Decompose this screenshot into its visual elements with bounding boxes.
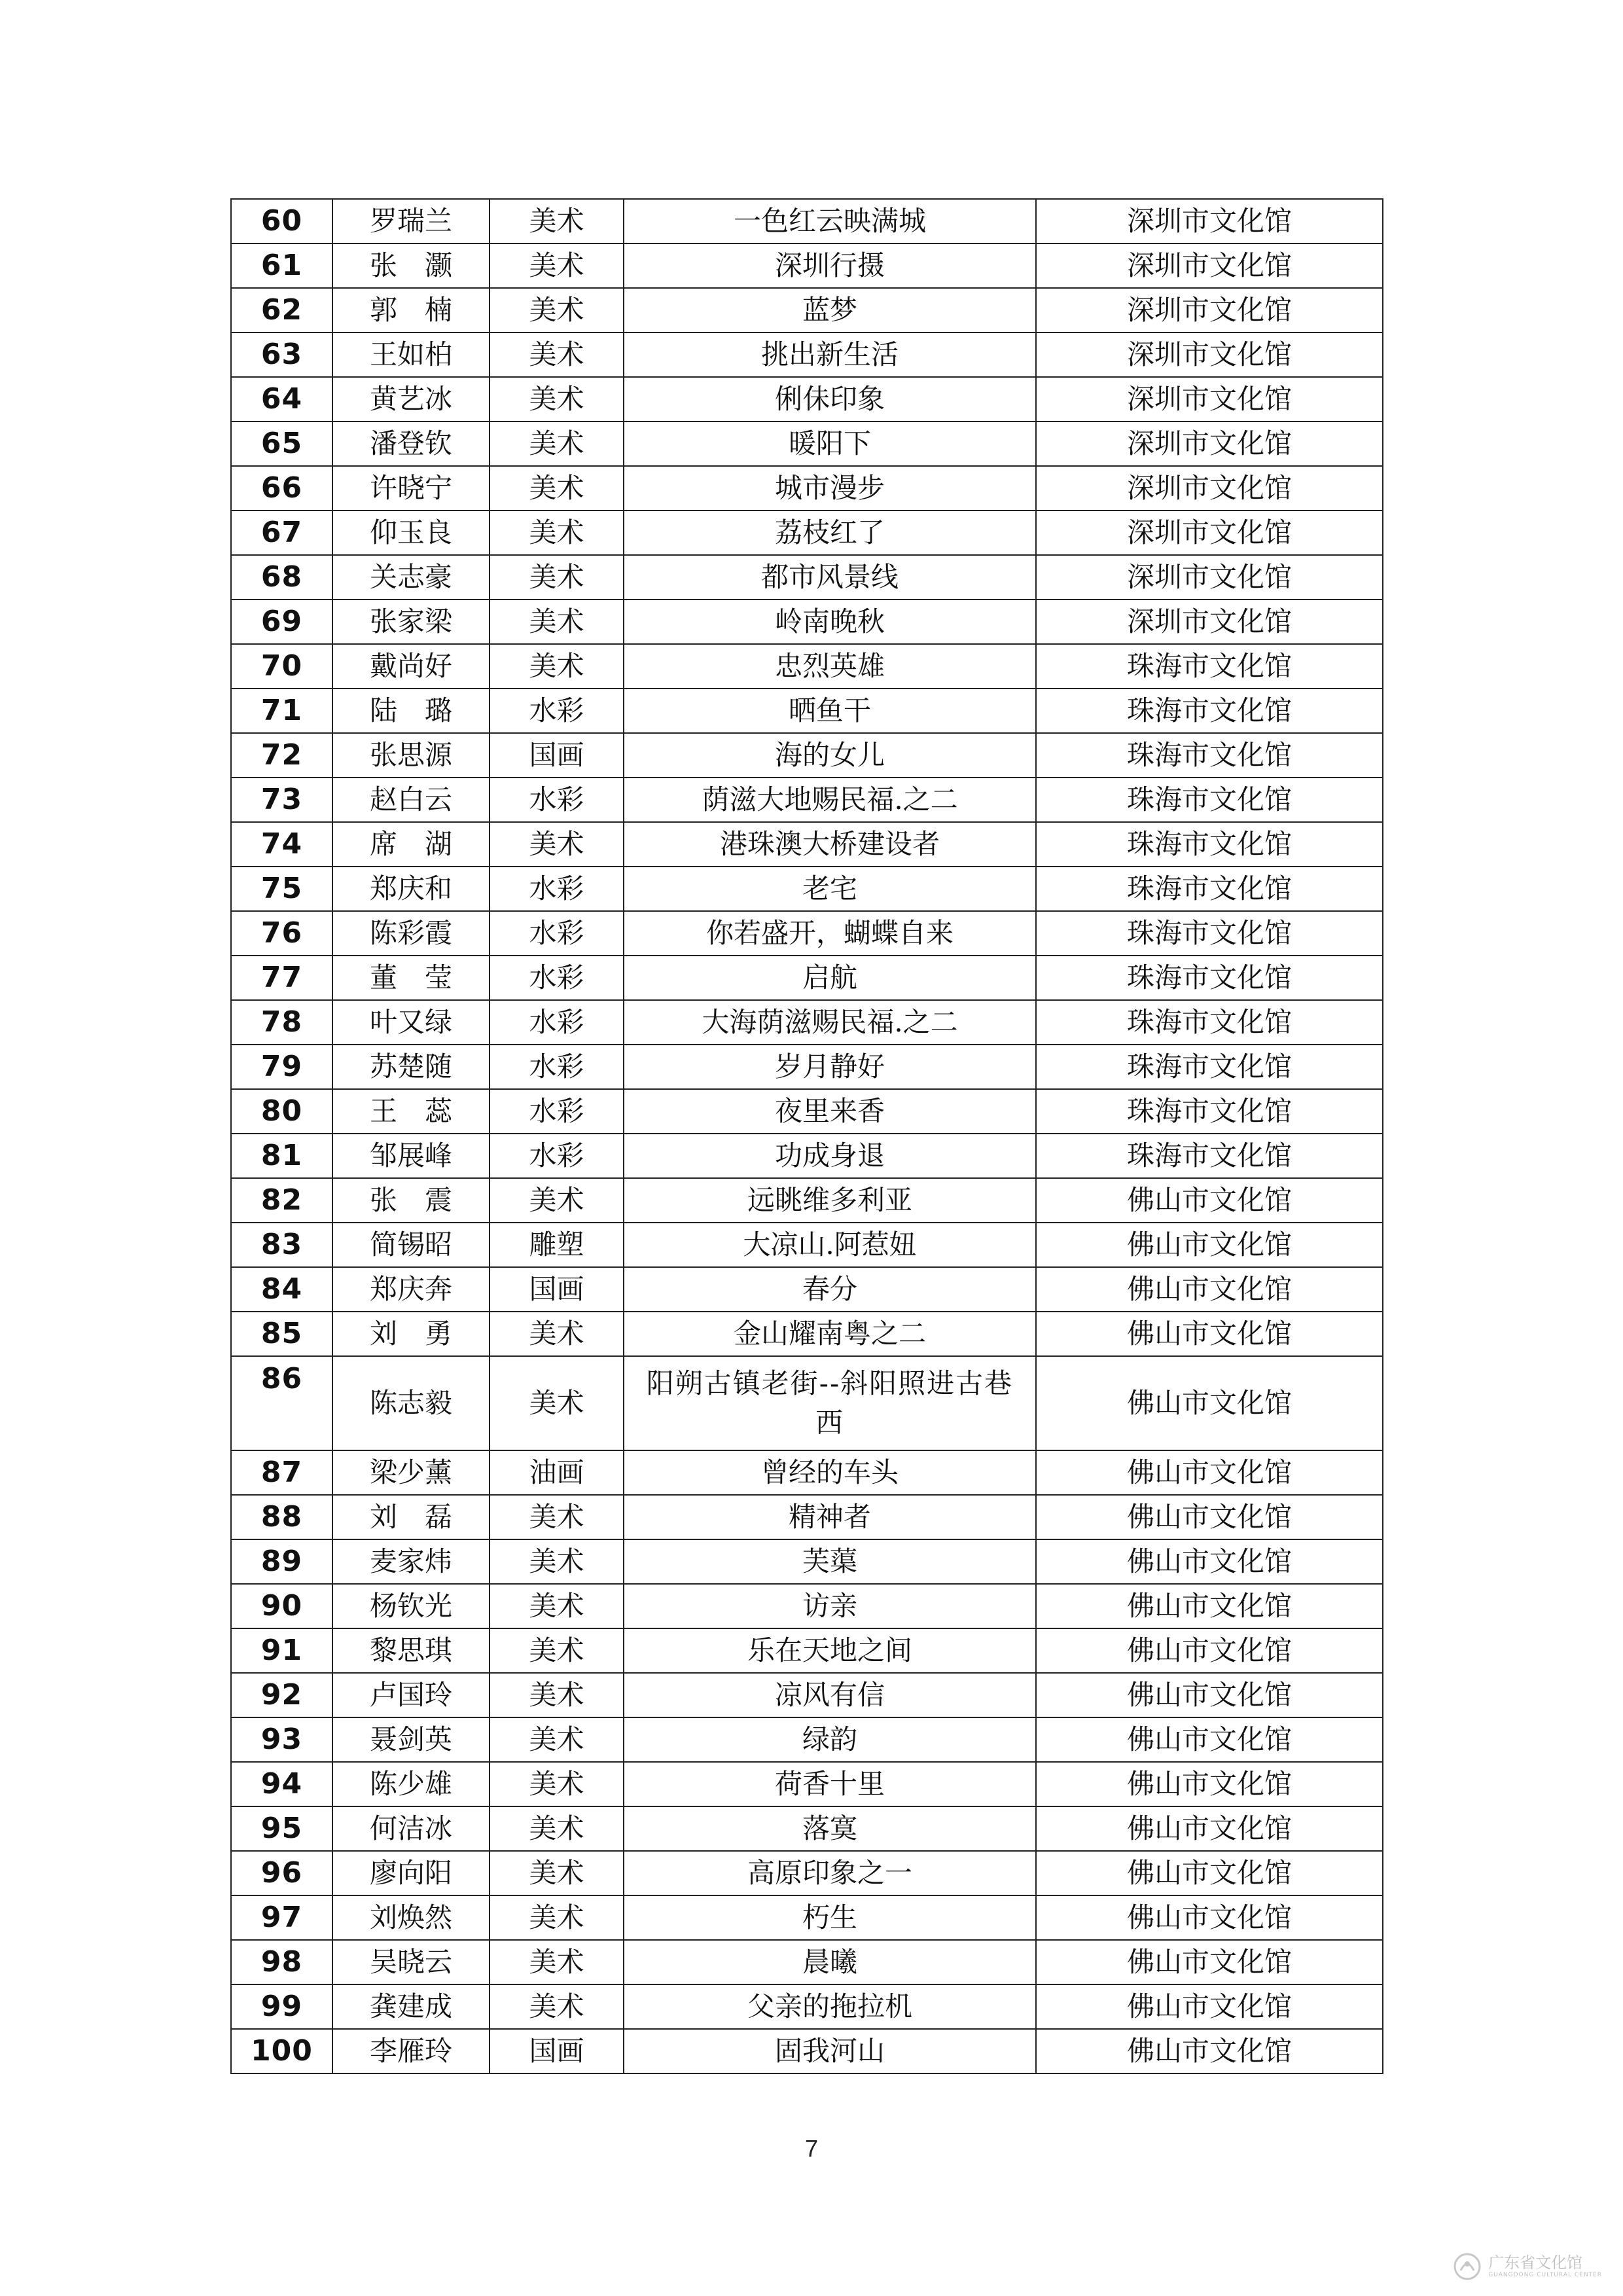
table-row	[231, 288, 1383, 332]
cell-category: 美术	[490, 1895, 624, 1940]
cell-number: 78	[231, 1000, 332, 1045]
cell-name: 陆 璐	[332, 689, 490, 733]
cell-category: 美术	[490, 1984, 624, 2029]
cell-work-title: 春分	[624, 1267, 1036, 1312]
cell-organization: 珠海市文化馆	[1036, 733, 1383, 778]
cell-work-title: 岭南晚秋	[624, 600, 1036, 644]
cell-category: 美术	[490, 1356, 624, 1450]
cell-number: 72	[231, 733, 332, 778]
cultural-center-logo-icon	[1453, 2252, 1482, 2281]
table-row	[231, 1134, 1383, 1178]
table-row	[231, 1356, 1383, 1450]
cell-number: 88	[231, 1495, 332, 1539]
cell-organization: 佛山市文化馆	[1036, 1539, 1383, 1584]
cell-work-title: 绿韵	[624, 1717, 1036, 1762]
table-row	[231, 377, 1383, 422]
cell-organization: 佛山市文化馆	[1036, 1628, 1383, 1673]
cell-organization: 深圳市文化馆	[1036, 377, 1383, 422]
cell-organization: 深圳市文化馆	[1036, 466, 1383, 511]
cell-number: 91	[231, 1628, 332, 1673]
cell-category: 水彩	[490, 1089, 624, 1134]
table-row	[231, 1178, 1383, 1223]
cell-category: 国画	[490, 2029, 624, 2073]
cell-number: 92	[231, 1673, 332, 1717]
table-row	[231, 1762, 1383, 1806]
cell-number: 77	[231, 956, 332, 1000]
cell-name: 罗瑞兰	[332, 199, 490, 243]
cell-organization: 珠海市文化馆	[1036, 822, 1383, 867]
cell-number: 67	[231, 511, 332, 555]
cell-organization: 佛山市文化馆	[1036, 1895, 1383, 1940]
cell-name: 苏楚随	[332, 1045, 490, 1089]
cell-name: 张家梁	[332, 600, 490, 644]
cell-organization: 佛山市文化馆	[1036, 1267, 1383, 1312]
cell-organization: 珠海市文化馆	[1036, 644, 1383, 689]
table-row	[231, 555, 1383, 600]
table-row	[231, 1673, 1383, 1717]
cell-work-title: 落寞	[624, 1806, 1036, 1851]
cell-number: 87	[231, 1450, 332, 1495]
table-row	[231, 644, 1383, 689]
cell-category: 美术	[490, 644, 624, 689]
cell-work-title: 港珠澳大桥建设者	[624, 822, 1036, 867]
cell-name: 仰玉良	[332, 511, 490, 555]
cell-number: 100	[231, 2029, 332, 2073]
table-row	[231, 332, 1383, 377]
cell-category: 美术	[490, 1717, 624, 1762]
cell-category: 美术	[490, 1628, 624, 1673]
cell-name: 黎思琪	[332, 1628, 490, 1673]
cell-number: 94	[231, 1762, 332, 1806]
cell-category: 水彩	[490, 689, 624, 733]
cell-number: 60	[231, 199, 332, 243]
cell-category: 水彩	[490, 1045, 624, 1089]
table-row	[231, 1000, 1383, 1045]
cell-number: 74	[231, 822, 332, 867]
cell-category: 美术	[490, 1673, 624, 1717]
cell-category: 美术	[490, 1178, 624, 1223]
cell-number: 89	[231, 1539, 332, 1584]
cell-number: 84	[231, 1267, 332, 1312]
table-row	[231, 1895, 1383, 1940]
cell-category: 美术	[490, 1539, 624, 1584]
cell-number: 93	[231, 1717, 332, 1762]
watermark-text	[1488, 2255, 1602, 2278]
cell-category: 美术	[490, 243, 624, 288]
cell-name: 张思源	[332, 733, 490, 778]
cell-work-title: 大凉山.阿惹妞	[624, 1223, 1036, 1267]
cell-work-title: 暖阳下	[624, 422, 1036, 466]
cell-organization: 佛山市文化馆	[1036, 1673, 1383, 1717]
table-row	[231, 600, 1383, 644]
cell-category: 国画	[490, 733, 624, 778]
table-row	[231, 199, 1383, 243]
cell-work-title: 精神者	[624, 1495, 1036, 1539]
cell-work-title: 海的女儿	[624, 733, 1036, 778]
cell-work-title: 挑出新生活	[624, 332, 1036, 377]
cell-number: 79	[231, 1045, 332, 1089]
cell-work-title: 固我河山	[624, 2029, 1036, 2073]
cell-category: 水彩	[490, 1000, 624, 1045]
cell-number: 95	[231, 1806, 332, 1851]
table-row	[231, 733, 1383, 778]
cell-name: 龚建成	[332, 1984, 490, 2029]
cell-name: 刘 勇	[332, 1312, 490, 1356]
cell-category: 美术	[490, 466, 624, 511]
cell-organization: 佛山市文化馆	[1036, 1717, 1383, 1762]
cell-number: 73	[231, 778, 332, 822]
cell-work-title: 金山耀南粤之二	[624, 1312, 1036, 1356]
cell-number: 68	[231, 555, 332, 600]
cell-organization: 佛山市文化馆	[1036, 1940, 1383, 1984]
cell-organization: 深圳市文化馆	[1036, 422, 1383, 466]
cell-organization: 珠海市文化馆	[1036, 956, 1383, 1000]
table-row	[231, 778, 1383, 822]
cell-work-title: 夜里来香	[624, 1089, 1036, 1134]
cell-organization: 珠海市文化馆	[1036, 1045, 1383, 1089]
cell-work-title: 乐在天地之间	[624, 1628, 1036, 1673]
cell-work-title: 曾经的车头	[624, 1450, 1036, 1495]
cell-organization: 佛山市文化馆	[1036, 1312, 1383, 1356]
cell-category: 美术	[490, 1940, 624, 1984]
cell-name: 陈志毅	[332, 1356, 490, 1450]
cell-work-title: 荫滋大地赐民福.之二	[624, 778, 1036, 822]
cell-category: 美术	[490, 1495, 624, 1539]
cell-name: 王 蕊	[332, 1089, 490, 1134]
cell-work-title: 芙蕖	[624, 1539, 1036, 1584]
table-row	[231, 867, 1383, 911]
cell-number: 75	[231, 867, 332, 911]
cell-organization: 深圳市文化馆	[1036, 600, 1383, 644]
table-row	[231, 1940, 1383, 1984]
cell-number: 62	[231, 288, 332, 332]
cell-category: 美术	[490, 555, 624, 600]
table-row	[231, 466, 1383, 511]
cell-work-title: 朽生	[624, 1895, 1036, 1940]
cell-name: 戴尚好	[332, 644, 490, 689]
cell-work-title: 大海荫滋赐民福.之二	[624, 1000, 1036, 1045]
cell-category: 美术	[490, 1851, 624, 1895]
table-row	[231, 1851, 1383, 1895]
cell-organization: 佛山市文化馆	[1036, 1806, 1383, 1851]
cell-category: 美术	[490, 422, 624, 466]
cell-name: 王如柏	[332, 332, 490, 377]
cell-name: 张 灏	[332, 243, 490, 288]
cell-work-title: 功成身退	[624, 1134, 1036, 1178]
cell-name: 吴晓云	[332, 1940, 490, 1984]
cell-name: 郭 楠	[332, 288, 490, 332]
cell-organization: 深圳市文化馆	[1036, 288, 1383, 332]
cell-organization: 深圳市文化馆	[1036, 243, 1383, 288]
cell-work-title: 老宅	[624, 867, 1036, 911]
cell-category: 雕塑	[490, 1223, 624, 1267]
cell-number: 86	[231, 1356, 332, 1450]
cell-category: 美术	[490, 822, 624, 867]
cell-name: 许晓宁	[332, 466, 490, 511]
cell-name: 卢国玲	[332, 1673, 490, 1717]
cell-category: 国画	[490, 1267, 624, 1312]
cell-number: 82	[231, 1178, 332, 1223]
cell-category: 美术	[490, 288, 624, 332]
cell-name: 刘 磊	[332, 1495, 490, 1539]
cell-category: 美术	[490, 1584, 624, 1628]
cell-name: 叶又绿	[332, 1000, 490, 1045]
roster-table	[230, 198, 1383, 2074]
table-row	[231, 1584, 1383, 1628]
cell-work-title: 都市风景线	[624, 555, 1036, 600]
table-row	[231, 1717, 1383, 1762]
cell-category: 水彩	[490, 956, 624, 1000]
cell-organization: 深圳市文化馆	[1036, 199, 1383, 243]
table-row	[231, 1223, 1383, 1267]
cell-number: 98	[231, 1940, 332, 1984]
watermark	[1453, 2250, 1602, 2283]
cell-number: 99	[231, 1984, 332, 2029]
cell-number: 90	[231, 1584, 332, 1628]
cell-organization: 佛山市文化馆	[1036, 2029, 1383, 2073]
cell-category: 美术	[490, 377, 624, 422]
cell-organization: 深圳市文化馆	[1036, 555, 1383, 600]
cell-name: 刘焕然	[332, 1895, 490, 1940]
cell-number: 80	[231, 1089, 332, 1134]
table-row	[231, 1495, 1383, 1539]
cell-number: 83	[231, 1223, 332, 1267]
cell-number: 96	[231, 1851, 332, 1895]
cell-organization: 珠海市文化馆	[1036, 1134, 1383, 1178]
cell-work-title: 岁月静好	[624, 1045, 1036, 1089]
table-row	[231, 1628, 1383, 1673]
cell-category: 美术	[490, 199, 624, 243]
page-number: 7	[804, 2135, 819, 2162]
cell-name: 董 莹	[332, 956, 490, 1000]
cell-name: 简锡昭	[332, 1223, 490, 1267]
table-row	[231, 1539, 1383, 1584]
cell-name: 潘登钦	[332, 422, 490, 466]
cell-category: 水彩	[490, 911, 624, 956]
cell-work-title: 凉风有信	[624, 1673, 1036, 1717]
cell-organization: 佛山市文化馆	[1036, 1984, 1383, 2029]
cell-name: 张 震	[332, 1178, 490, 1223]
table-row	[231, 956, 1383, 1000]
cell-name: 席 湖	[332, 822, 490, 867]
cell-category: 美术	[490, 1762, 624, 1806]
cell-organization: 珠海市文化馆	[1036, 1000, 1383, 1045]
cell-category: 油画	[490, 1450, 624, 1495]
cell-name: 关志豪	[332, 555, 490, 600]
table-row	[231, 911, 1383, 956]
cell-work-title: 一色红云映满城	[624, 199, 1036, 243]
cell-organization: 深圳市文化馆	[1036, 511, 1383, 555]
cell-organization: 佛山市文化馆	[1036, 1851, 1383, 1895]
cell-number: 63	[231, 332, 332, 377]
roster-table-body	[231, 199, 1383, 2073]
cell-name: 聂剑英	[332, 1717, 490, 1762]
cell-name: 杨钦光	[332, 1584, 490, 1628]
cell-number: 76	[231, 911, 332, 956]
cell-name: 麦家炜	[332, 1539, 490, 1584]
cell-organization: 珠海市文化馆	[1036, 689, 1383, 733]
cell-work-title: 城市漫步	[624, 466, 1036, 511]
cell-category: 美术	[490, 1312, 624, 1356]
watermark-en: GUANGDONG CULTURAL CENTER	[1488, 2272, 1602, 2278]
cell-name: 郑庆和	[332, 867, 490, 911]
table-row	[231, 1267, 1383, 1312]
table-row	[231, 1089, 1383, 1134]
cell-work-title: 晒鱼干	[624, 689, 1036, 733]
cell-work-title: 晨曦	[624, 1940, 1036, 1984]
cell-organization: 佛山市文化馆	[1036, 1762, 1383, 1806]
cell-name: 黄艺冰	[332, 377, 490, 422]
cell-work-title: 访亲	[624, 1584, 1036, 1628]
cell-category: 水彩	[490, 1134, 624, 1178]
cell-category: 水彩	[490, 867, 624, 911]
cell-name: 郑庆奔	[332, 1267, 490, 1312]
cell-number: 64	[231, 377, 332, 422]
cell-name: 何洁冰	[332, 1806, 490, 1851]
cell-work-title: 忠烈英雄	[624, 644, 1036, 689]
cell-name: 李雁玲	[332, 2029, 490, 2073]
cell-organization: 佛山市文化馆	[1036, 1223, 1383, 1267]
table-row	[231, 1984, 1383, 2029]
cell-number: 71	[231, 689, 332, 733]
table-row	[231, 422, 1383, 466]
cell-work-title: 远眺维多利亚	[624, 1178, 1036, 1223]
cell-number: 85	[231, 1312, 332, 1356]
cell-category: 美术	[490, 600, 624, 644]
table-row	[231, 822, 1383, 867]
cell-work-title: 父亲的拖拉机	[624, 1984, 1036, 2029]
cell-number: 70	[231, 644, 332, 689]
cell-category: 美术	[490, 1806, 624, 1851]
cell-work-title: 启航	[624, 956, 1036, 1000]
cell-name: 梁少薰	[332, 1450, 490, 1495]
cell-organization: 佛山市文化馆	[1036, 1356, 1383, 1450]
table-row	[231, 689, 1383, 733]
table-row	[231, 1312, 1383, 1356]
cell-number: 61	[231, 243, 332, 288]
cell-organization: 深圳市文化馆	[1036, 332, 1383, 377]
cell-organization: 珠海市文化馆	[1036, 778, 1383, 822]
cell-work-title: 你若盛开，蝴蝶自来	[624, 911, 1036, 956]
cell-work-title: 蓝梦	[624, 288, 1036, 332]
cell-number: 65	[231, 422, 332, 466]
cell-name: 陈彩霞	[332, 911, 490, 956]
cell-number: 66	[231, 466, 332, 511]
cell-work-title: 阳朔古镇老街--斜阳照进古巷西	[624, 1356, 1036, 1450]
table-row	[231, 1045, 1383, 1089]
cell-work-title: 高原印象之一	[624, 1851, 1036, 1895]
cell-organization: 佛山市文化馆	[1036, 1178, 1383, 1223]
cell-work-title: 俐佅印象	[624, 377, 1036, 422]
cell-organization: 珠海市文化馆	[1036, 867, 1383, 911]
cell-organization: 佛山市文化馆	[1036, 1450, 1383, 1495]
cell-category: 美术	[490, 511, 624, 555]
cell-number: 81	[231, 1134, 332, 1178]
cell-name: 赵白云	[332, 778, 490, 822]
cell-category: 水彩	[490, 778, 624, 822]
cell-organization: 佛山市文化馆	[1036, 1495, 1383, 1539]
cell-organization: 珠海市文化馆	[1036, 911, 1383, 956]
cell-organization: 珠海市文化馆	[1036, 1089, 1383, 1134]
cell-number: 97	[231, 1895, 332, 1940]
cell-number: 69	[231, 600, 332, 644]
cell-name: 廖向阳	[332, 1851, 490, 1895]
cell-category: 美术	[490, 332, 624, 377]
cell-organization: 佛山市文化馆	[1036, 1584, 1383, 1628]
cell-work-title: 荷香十里	[624, 1762, 1036, 1806]
table-row	[231, 511, 1383, 555]
cell-work-title: 深圳行摄	[624, 243, 1036, 288]
table-row	[231, 243, 1383, 288]
table-row	[231, 1806, 1383, 1851]
cell-name: 陈少雄	[332, 1762, 490, 1806]
table-row	[231, 2029, 1383, 2073]
cell-name: 邹展峰	[332, 1134, 490, 1178]
watermark-cn: 广东省文化馆	[1488, 2253, 1583, 2272]
table-row	[231, 1450, 1383, 1495]
cell-work-title: 荔枝红了	[624, 511, 1036, 555]
